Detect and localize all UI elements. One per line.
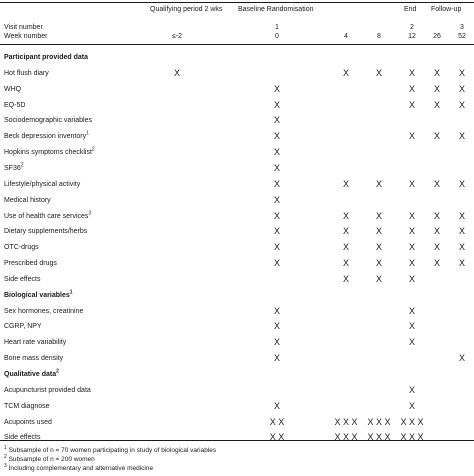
- schedule-mark: X: [342, 67, 349, 78]
- week-number: 4: [344, 33, 348, 40]
- row-label: Heart rate variability: [4, 339, 67, 347]
- schedule-mark: X X X: [400, 416, 424, 427]
- footnote-marker: 2: [56, 368, 59, 375]
- footnote-marker: 2: [20, 162, 24, 169]
- schedule-mark: X: [342, 258, 349, 269]
- schedule-mark: X: [458, 83, 465, 94]
- row-label: Lifestyle/physical activity: [4, 180, 81, 188]
- schedule-mark: X: [273, 99, 280, 110]
- week-number-label: Week number: [4, 33, 48, 40]
- schedule-mark: X: [375, 67, 382, 78]
- schedule-mark: X: [375, 226, 382, 237]
- week-number: 26: [433, 33, 441, 40]
- footnote-marker: 3: [88, 210, 92, 217]
- schedule-mark: X: [342, 210, 349, 221]
- schedule-mark: X: [408, 258, 415, 269]
- schedule-mark: X X X: [367, 416, 391, 427]
- schedule-mark: X: [408, 178, 415, 189]
- schedule-mark: X: [408, 210, 415, 221]
- column-header: Qualifying period 2 wks: [150, 6, 223, 13]
- footnote: $^3$ Including complementary and alternative medicine: [4, 462, 154, 472]
- row-label: TCM diagnose: [4, 402, 50, 410]
- schedule-mark: X: [408, 384, 415, 395]
- schedule-mark: X: [458, 178, 465, 189]
- schedule-mark: X: [173, 67, 180, 78]
- schedule-mark: X: [458, 242, 465, 253]
- row-label: Use of health care services$^3$: [4, 210, 92, 220]
- schedule-mark: X: [273, 258, 280, 269]
- row-label: Bone mass density: [4, 355, 64, 363]
- row-label: Sociodemographic variables: [4, 117, 92, 125]
- schedule-mark: X X X: [334, 416, 358, 427]
- schedule-mark: X: [458, 353, 465, 364]
- schedule-mark: X: [375, 273, 382, 284]
- row-label: Acupoints used: [4, 418, 52, 426]
- schedule-mark: X: [375, 210, 382, 221]
- schedule-mark: X: [433, 210, 440, 221]
- row-label: Hopkins symptoms checklist$^2$: [4, 146, 95, 157]
- footnote: $^2$ Subsample of n = 200 women: [4, 453, 95, 463]
- schedule-mark: X: [273, 83, 280, 94]
- row-label: $SF36^2$: [4, 162, 24, 172]
- visit-number-label: Visit number: [4, 24, 43, 31]
- schedule-mark: X: [433, 83, 440, 94]
- footnote-marker: 2: [91, 146, 95, 153]
- row-label: Medical history: [4, 196, 51, 204]
- schedule-mark: X: [342, 242, 349, 253]
- schedule-mark: X: [458, 258, 465, 269]
- schedule-mark: X: [375, 242, 382, 253]
- schedule-mark: X: [433, 226, 440, 237]
- row-label: Hot flush diary: [4, 69, 49, 77]
- bottom-rule: [0, 440, 474, 441]
- schedule-mark: X: [273, 226, 280, 237]
- schedule-mark: X: [408, 400, 415, 411]
- schedule-mark: X: [273, 353, 280, 364]
- schedule-mark: X: [273, 210, 280, 221]
- row-label: Side effects: [4, 275, 41, 283]
- schedule-mark: X: [273, 131, 280, 142]
- schedule-mark: X: [342, 226, 349, 237]
- header-rule: [0, 44, 474, 45]
- schedule-mark: X: [408, 131, 415, 142]
- week-number: 12: [408, 33, 416, 40]
- schedule-mark: X: [433, 131, 440, 142]
- schedule-mark: X: [273, 305, 280, 316]
- schedule-mark: X: [408, 83, 415, 94]
- row-label: Sex hormones, creatinine: [4, 307, 84, 315]
- schedule-mark: X: [375, 178, 382, 189]
- row-label: WHQ: [4, 85, 22, 93]
- row-label: EQ-5D: [4, 101, 26, 109]
- section-title: Participant provided data: [4, 54, 89, 61]
- schedule-mark: X: [273, 147, 280, 158]
- column-header: End: [404, 6, 417, 13]
- schedule-mark: X: [408, 273, 415, 284]
- section-title: Qualitative data$^2$: [4, 368, 59, 378]
- top-rule: [0, 2, 474, 3]
- schedule-mark: X: [408, 226, 415, 237]
- schedule-mark: X: [458, 131, 465, 142]
- footnote-marker: 1: [69, 289, 73, 296]
- week-number: 52: [458, 33, 466, 40]
- week-number: ≤-2: [171, 33, 183, 40]
- row-label: Prescribed drugs: [4, 260, 57, 268]
- footnote-marker: 2: [4, 453, 7, 460]
- column-header: Follow-up: [431, 6, 462, 13]
- section-title: Biological variables$^1$: [4, 289, 73, 299]
- schedule-mark: X: [408, 305, 415, 316]
- schedule-mark: X X X: [400, 432, 424, 443]
- schedule-mark: X: [408, 99, 415, 110]
- schedule-mark: X: [433, 178, 440, 189]
- schedule-mark: X: [273, 337, 280, 348]
- row-label: Dietary supplements/herbs: [4, 228, 88, 236]
- column-header: Baseline Randomisation: [238, 6, 314, 13]
- visit-number: 1: [275, 24, 279, 31]
- schedule-mark: X: [273, 321, 280, 332]
- schedule-mark: X: [408, 321, 415, 332]
- schedule-mark: X: [273, 178, 280, 189]
- row-label: Beck depression inventory$^1$: [4, 130, 89, 141]
- schedule-mark: X X: [269, 416, 285, 427]
- row-label: Side effects: [4, 434, 41, 442]
- schedule-mark: X: [408, 242, 415, 253]
- week-number: 8: [377, 33, 381, 40]
- schedule-mark: X: [273, 400, 280, 411]
- schedule-mark: X: [458, 210, 465, 221]
- schedule-mark: X: [273, 194, 280, 205]
- row-label: CGRP, NPY: [4, 323, 42, 331]
- schedule-mark: X: [375, 258, 382, 269]
- schedule-mark: X X: [269, 432, 285, 443]
- schedule-mark: X: [433, 242, 440, 253]
- schedule-mark: X: [342, 273, 349, 284]
- footnote-marker: 1: [86, 130, 89, 137]
- schedule-mark: X: [273, 242, 280, 253]
- schedule-mark: X: [273, 115, 280, 126]
- schedule-mark: X: [458, 67, 465, 78]
- visit-number: 2: [410, 24, 414, 31]
- row-label: Acupuncturist provided data: [4, 386, 91, 394]
- footnote-marker: 1: [4, 444, 7, 451]
- schedule-mark: X: [458, 99, 465, 110]
- schedule-mark: X: [273, 162, 280, 173]
- schedule-mark: X: [433, 67, 440, 78]
- visit-number: 3: [460, 24, 464, 31]
- week-number: 0: [275, 33, 279, 40]
- schedule-mark: X X X: [367, 432, 391, 443]
- schedule-mark: X: [408, 67, 415, 78]
- schedule-mark: X: [433, 99, 440, 110]
- schedule-mark: X X X: [334, 432, 358, 443]
- schedule-mark: X: [433, 258, 440, 269]
- schedule-mark: X: [408, 337, 415, 348]
- row-label: OTC-drugs: [4, 244, 39, 252]
- footnote: $^1$ Subsample of n = 70 women participating in study of biological variables: [4, 444, 217, 454]
- footnote-marker: 3: [4, 462, 7, 469]
- schedule-mark: X: [342, 178, 349, 189]
- schedule-mark: X: [458, 226, 465, 237]
